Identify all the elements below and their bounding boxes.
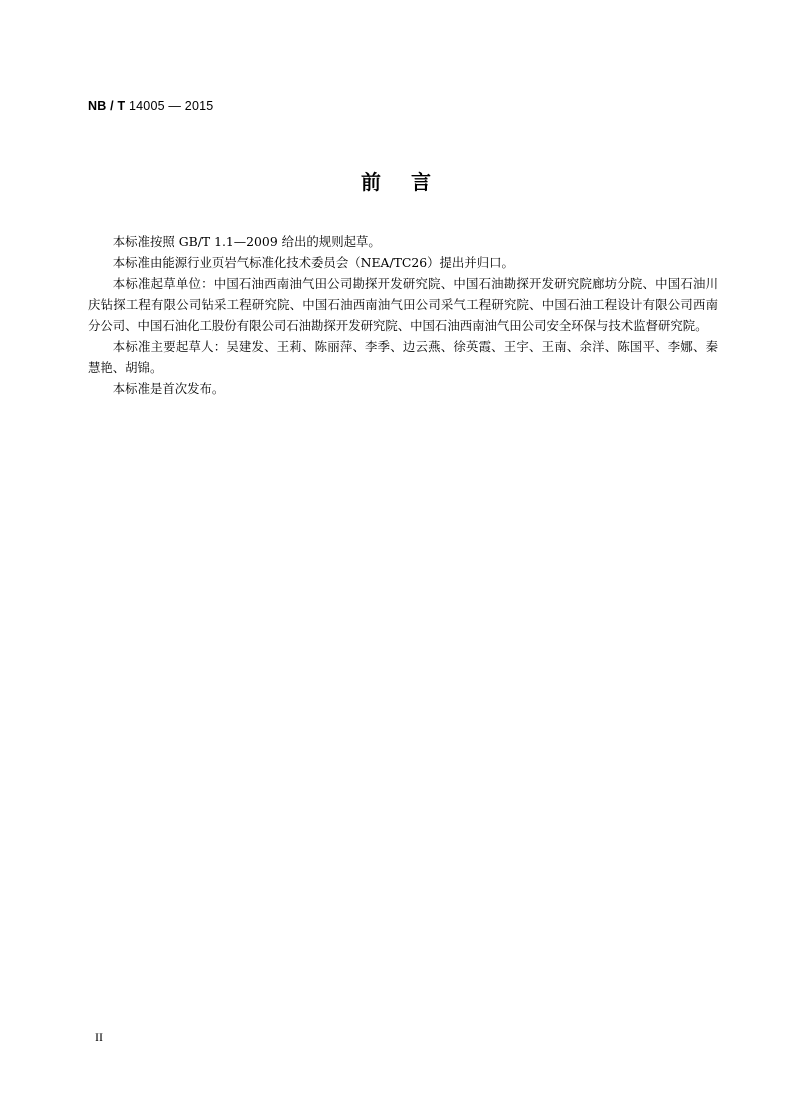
paragraph-proposer: 本标准由能源行业页岩气标准化技术委员会（NEA/TC26）提出并归口。	[112, 255, 514, 270]
section-title: 前言	[361, 170, 461, 194]
standard-number	[88, 99, 213, 113]
paragraph-drafters: 本标准主要起草人：吴建发、王莉、陈丽萍、李季、边云燕、徐英霞、王宇、王南、余洋、陈国平、李娜、秦慧艳、胡锦。	[88, 339, 718, 375]
preface-body	[88, 231, 718, 399]
paragraph-drafting-units: 本标准起草单位：中国石油西南油气田公司勘探开发研究院、中国石油勘探开发研究院廊坊分院、中国石油川庆钻探工程有限公司钻采工程研究院、中国石油西南油气田公司采气工程研究院、中国石油工程设计有限公司西南分公司、中国石油化工股份有限公司石油勘探开发研究院、中国石油西南油气田公司安全环保与技术监督研究院。	[88, 276, 718, 333]
paragraph-first-release: 本标准是首次发布。	[112, 381, 225, 396]
paragraph-drafting-rules: 本标准按照 GB/T 1.1—2009 给出的规则起草。	[112, 234, 381, 249]
page-number: II	[95, 1030, 103, 1044]
standard-prefix: NB / T	[88, 99, 126, 113]
standard-code: 14005 — 2015	[125, 99, 214, 113]
